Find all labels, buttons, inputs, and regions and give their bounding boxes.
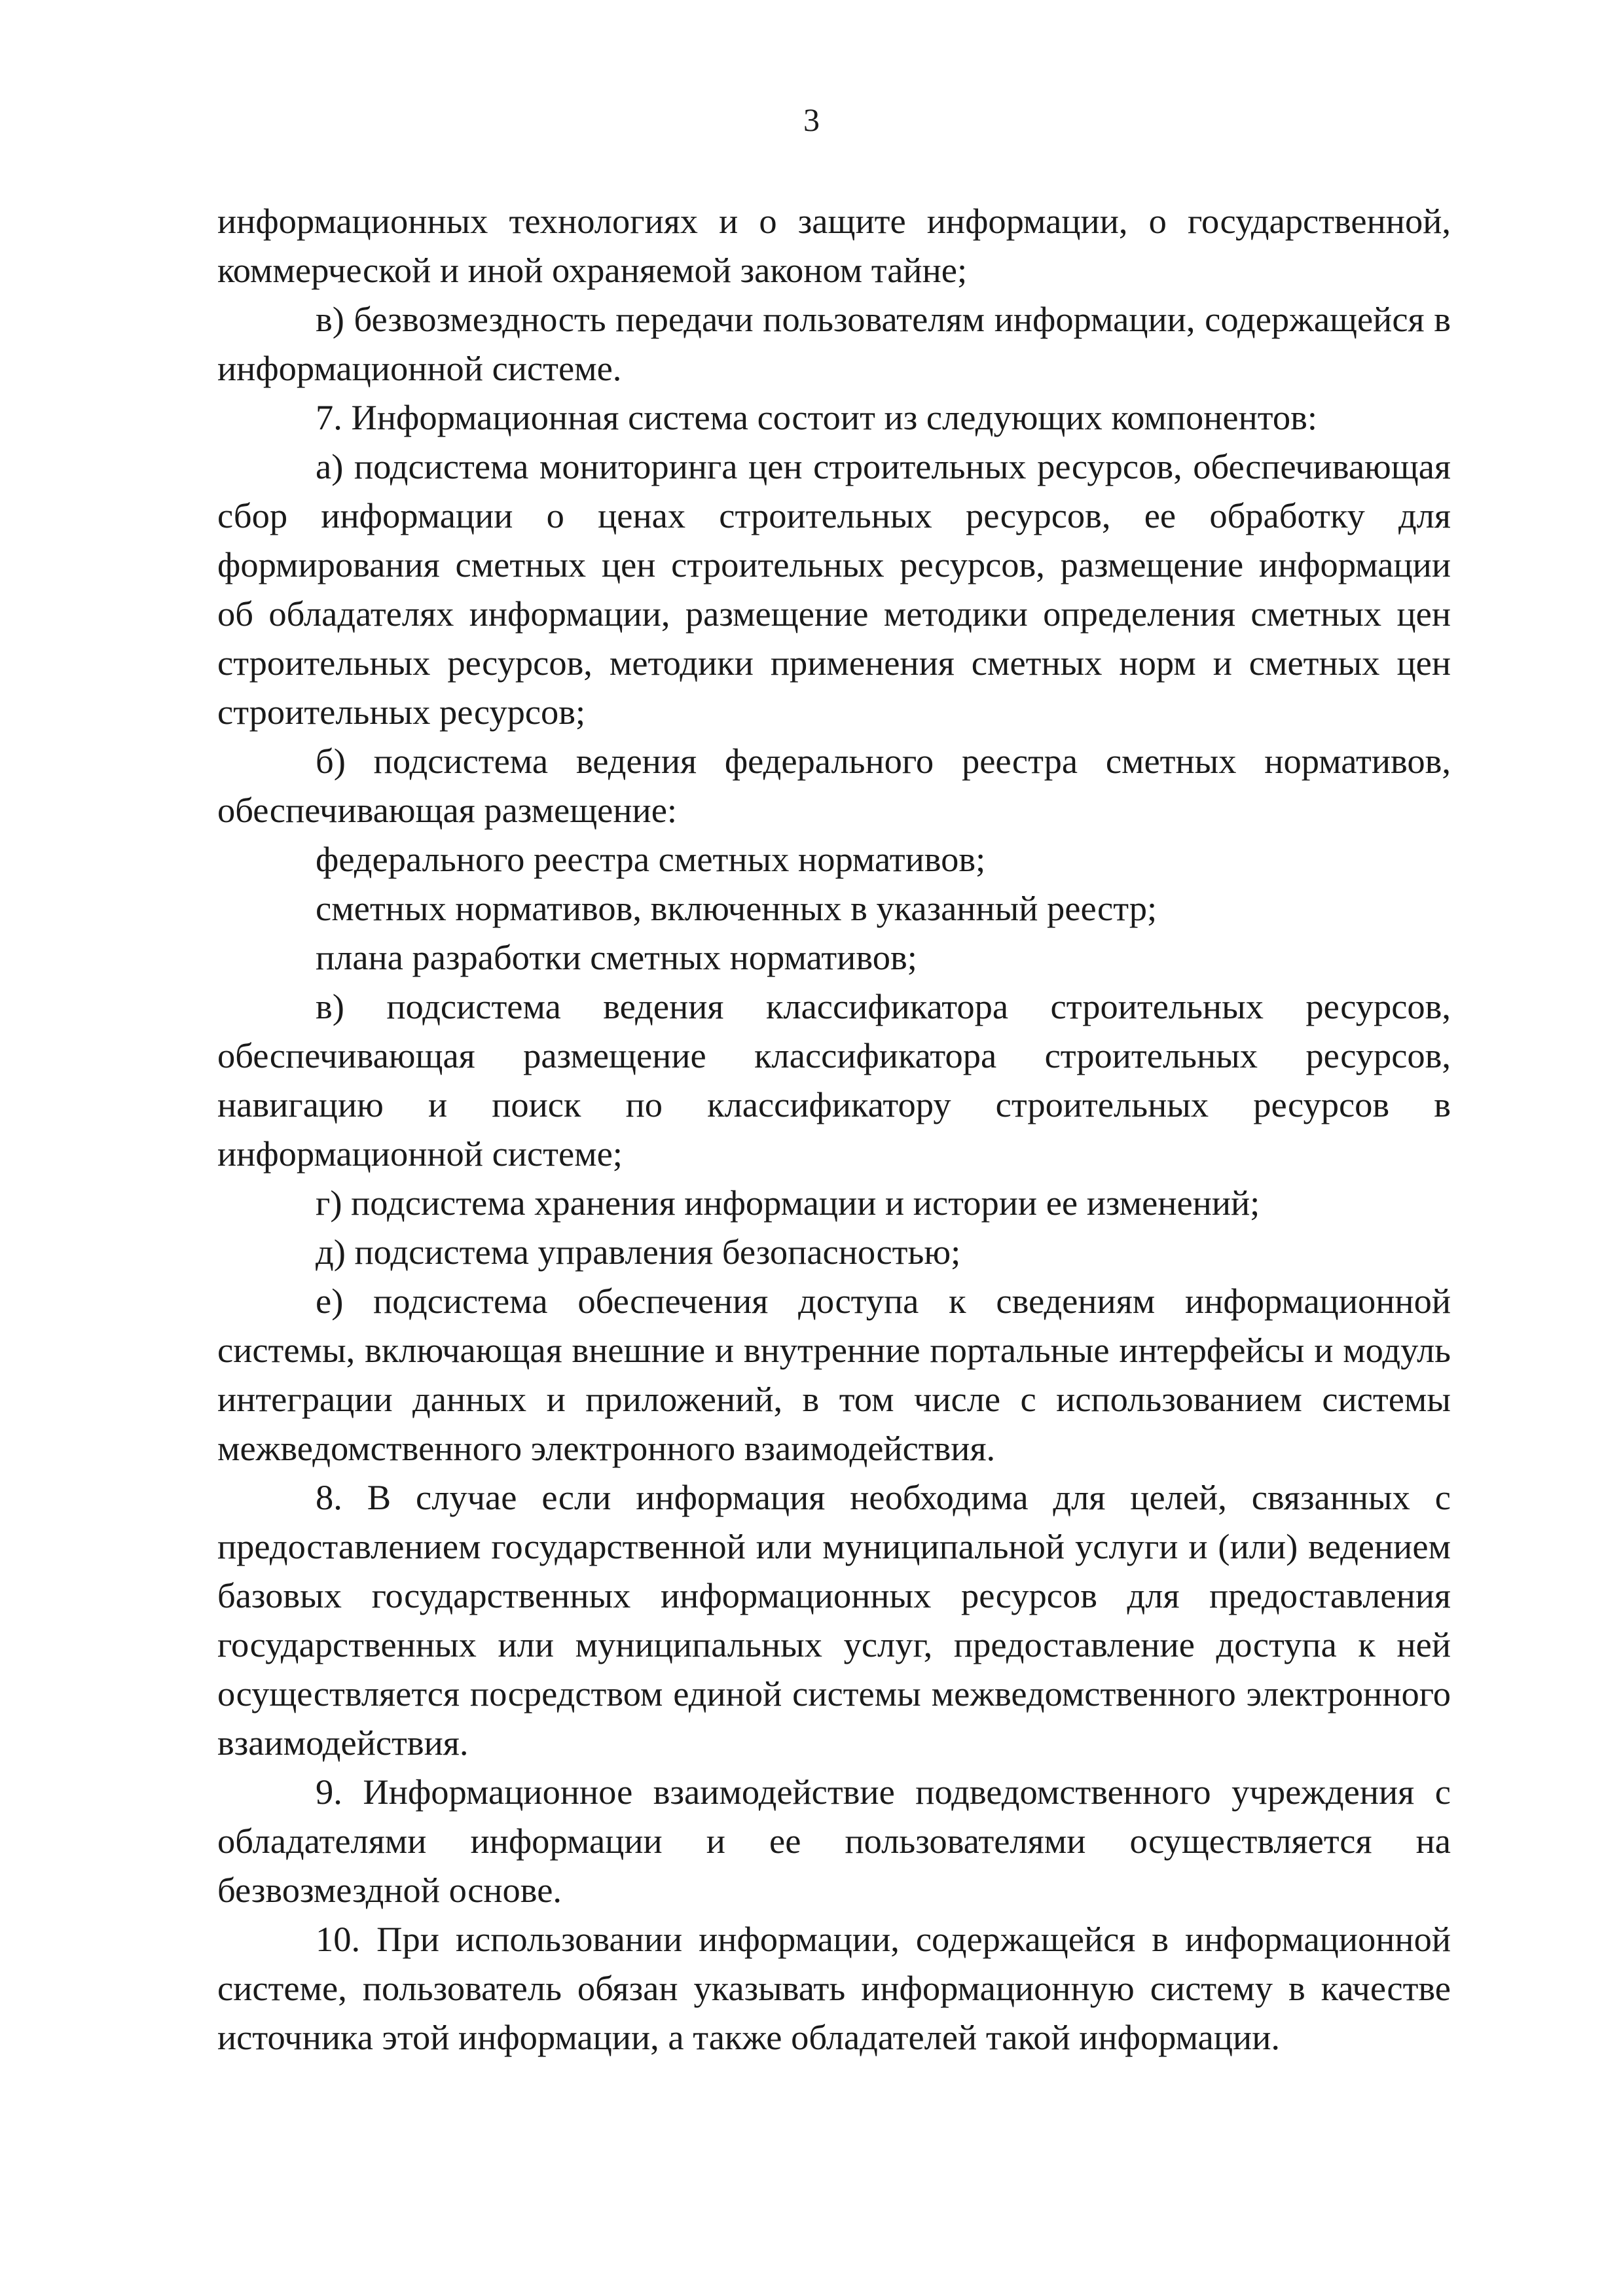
paragraph-subitem-registry: федерального реестра сметных нормативов; — [316, 839, 986, 879]
paragraph-10: 10. При использовании информации, содержащейся в информационной системе, пользователь обязан указывать информационную систему в качестве источника этой информации, а также обладателей такой информации. — [217, 1919, 1451, 2057]
paragraph-subitem-plan: плана разработки сметных нормативов; — [316, 937, 917, 977]
paragraph-7: 7. Информационная система состоит из следующих компонентов: — [316, 397, 1317, 437]
paragraph-item-d: д) подсистема управления безопасностью; — [316, 1232, 961, 1272]
paragraph-8: 8. В случае если информация необходима для целей, связанных с предоставлением государственной или муниципальной услуги и (или) ведением базовых государственных информационных ресурсов для предоставления государственных или муниципальных услуг, предоставление доступа к ней осуществляется посредством единой системы межведомственного электронного взаимодействия. — [217, 1477, 1451, 1763]
document-body — [217, 196, 1451, 2062]
paragraph-item-e: е) подсистема обеспечения доступа к сведениям информационной системы, включающая внешние и внутренние портальные интерфейсы и модуль интеграции данных и приложений, в том числе с использованием системы межведомственного электронного взаимодействия. — [217, 1281, 1451, 1468]
page-number: 3 — [803, 101, 820, 138]
paragraph-9: 9. Информационное взаимодействие подведомственного учреждения с обладателями информации и ее пользователями осуществляется на безвозмездной основе. — [217, 1772, 1451, 1910]
paragraph-item-v2: в) подсистема ведения классификатора строительных ресурсов, обеспечивающая размещение классификатора строительных ресурсов, навигацию и поиск по классификатору строительных ресурсов в информационной системе; — [217, 986, 1451, 1174]
paragraph-item-v: в) безвозмездность передачи пользователям информации, содержащейся в информационной системе. — [217, 299, 1451, 388]
paragraph-item-a: а) подсистема мониторинга цен строительных ресурсов, обеспечивающая сбор информации о ценах строительных ресурсов, ее обработку для формирования сметных цен строительных ресурсов, размещение информации об обладателях информации, размещение методики определения сметных цен строительных ресурсов, методики применения сметных норм и сметных цен строительных ресурсов; — [217, 446, 1451, 732]
paragraph-subitem-normatives: сметных нормативов, включенных в указанный реестр; — [316, 888, 1158, 928]
paragraph-item-g: г) подсистема хранения информации и истории ее изменений; — [316, 1183, 1260, 1223]
paragraph-continuation: информационных технологиях и о защите информации, о государственной, коммерческой и иной охраняемой законом тайне; — [217, 201, 1451, 290]
paragraph-item-b: б) подсистема ведения федерального реестра сметных нормативов, обеспечивающая размещение: — [217, 741, 1451, 830]
